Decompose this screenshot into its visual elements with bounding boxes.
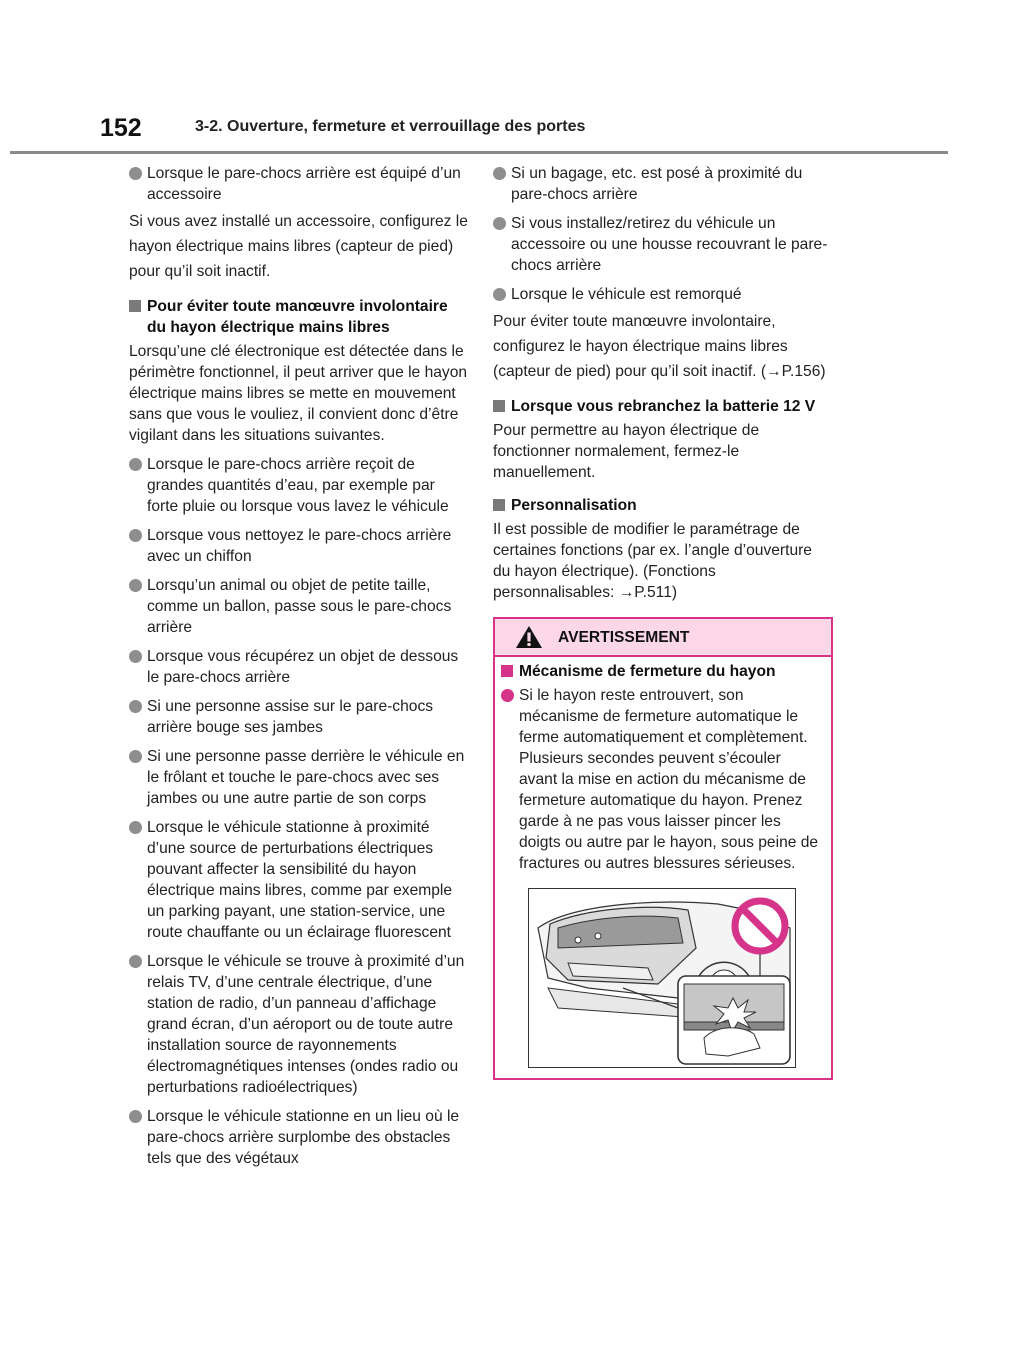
bullet-icon — [129, 700, 142, 713]
list-item: Lorsque le pare-chocs arrière est équipé d’un accessoire — [129, 163, 469, 205]
prohibition-icon — [735, 901, 785, 951]
paragraph: Pour permettre au hayon électrique de fonctionner normalement, fermez-le manuellement. — [493, 422, 760, 481]
list-item: Lorsque le véhicule stationne en un lieu où le pare-chocs arrière surplombe des obstacles tels que des végétaux — [129, 1106, 469, 1169]
bullet-icon — [129, 650, 142, 663]
warning-subheading: Mécanisme de fermeture du hayon — [501, 661, 823, 682]
warning-triangle-icon — [515, 625, 543, 649]
list-item: Lorsque vous nettoyez le pare-chocs arrière avec un chiffon — [129, 525, 469, 567]
bullet-icon — [129, 1110, 142, 1123]
square-bullet-icon — [129, 300, 141, 312]
bullet-icon — [493, 217, 506, 230]
list-item: Si une personne passe derrière le véhicule en le frôlant et touche le pare-chocs avec ses jambes ou une autre partie de son corps — [129, 746, 469, 809]
page-header — [0, 0, 1024, 160]
warning-item: Si le hayon reste entrouvert, son mécanisme de fermeture automatique le ferme automatiquement et complètement. Plusieurs secondes peuvent s’écouler avant la mise en action du mécanisme de fermeture automatique du hayon. Prenez garde à ne pas vous laisser pincer les doigts ou autre par le hayon, sous peine de fractures ou autres blessures sérieuses. — [501, 685, 823, 874]
list-item: Lorsque le véhicule est remorqué — [493, 284, 833, 305]
list-item: Lorsque le véhicule stationne à proximité d’une source de perturbations électriques pouvant affecter la sensibilité du hayon électrique mains libres, comme par exemple un parking payant, une station-service, une route chauffante ou un éclairage fluorescent — [129, 817, 469, 943]
list-item: Lorsque vous récupérez un objet de dessous le pare-chocs arrière — [129, 646, 469, 688]
paragraph: Pour éviter toute manœuvre involontaire, configurez le hayon électrique mains libres (capteur de pied) pour qu’il soit inactif. (→P.156) — [493, 313, 826, 380]
bullet-icon — [493, 288, 506, 301]
tailgate-illustration — [528, 888, 796, 1068]
warning-body — [495, 657, 831, 1078]
bullet-icon — [129, 955, 142, 968]
list-item: Si un bagage, etc. est posé à proximité du pare-chocs arrière — [493, 163, 833, 205]
list-item: Si une personne assise sur le pare-chocs arrière bouge ses jambes — [129, 696, 469, 738]
bullet-icon — [129, 750, 142, 763]
bullet-icon — [129, 167, 142, 180]
page-number: 152 — [100, 114, 142, 142]
section-title: 3-2. Ouverture, fermeture et verrouillage des portes — [195, 118, 586, 135]
paragraph: Lorsqu’une clé électronique est détectée dans le périmètre fonctionnel, il peut arriver que le hayon électrique mains libres se mette en mouvement sans que vous le vouliez, il convient donc d’être vigilant dans les situations suivantes. — [129, 343, 468, 444]
paragraph: Si vous avez installé un accessoire, configurez le hayon électrique mains libres (capteur de pied) pour qu’il soit inactif. — [129, 213, 468, 280]
square-bullet-icon — [493, 400, 505, 412]
warning-box — [493, 617, 833, 1080]
bullet-icon — [129, 579, 142, 592]
bullet-icon — [129, 529, 142, 542]
warning-header — [495, 619, 831, 657]
square-bullet-icon — [493, 499, 505, 511]
right-column — [493, 163, 833, 1080]
bullet-icon — [493, 167, 506, 180]
paragraph: Il est possible de modifier le paramétrage de certaines fonctions (par ex. l’angle d’ouverture du hayon électrique). (Fonctions personnalisables: →P.511) — [493, 521, 812, 601]
bullet-icon — [129, 458, 142, 471]
list-item: Lorsque le pare-chocs arrière reçoit de grandes quantités d’eau, par exemple par forte pluie ou lorsque vous lavez le véhicule — [129, 454, 469, 517]
warning-title: AVERTISSEMENT — [558, 629, 690, 646]
bullet-icon — [129, 821, 142, 834]
square-bullet-icon — [501, 665, 513, 677]
subheading: Lorsque vous rebranchez la batterie 12 V — [493, 396, 833, 417]
left-column — [129, 163, 469, 1177]
header-rule — [10, 151, 948, 154]
list-item: Lorsqu’un animal ou objet de petite taille, comme un ballon, passe sous le pare-chocs arrière — [129, 575, 469, 638]
list-item: Si vous installez/retirez du véhicule un accessoire ou une housse recouvrant le pare-chocs arrière — [493, 213, 833, 276]
subheading: Pour éviter toute manœuvre involontaire du hayon électrique mains libres — [129, 296, 469, 338]
subheading: Personnalisation — [493, 495, 833, 516]
list-item: Lorsque le véhicule se trouve à proximité d’un relais TV, d’une centrale électrique, d’une station de radio, d’un panneau d’affichage grand écran, d’un aéroport ou de toute autre installation source de rayonnements électromagnétiques intenses (ondes radio ou perturbations radioélectriques) — [129, 951, 469, 1098]
bullet-icon — [501, 689, 514, 702]
